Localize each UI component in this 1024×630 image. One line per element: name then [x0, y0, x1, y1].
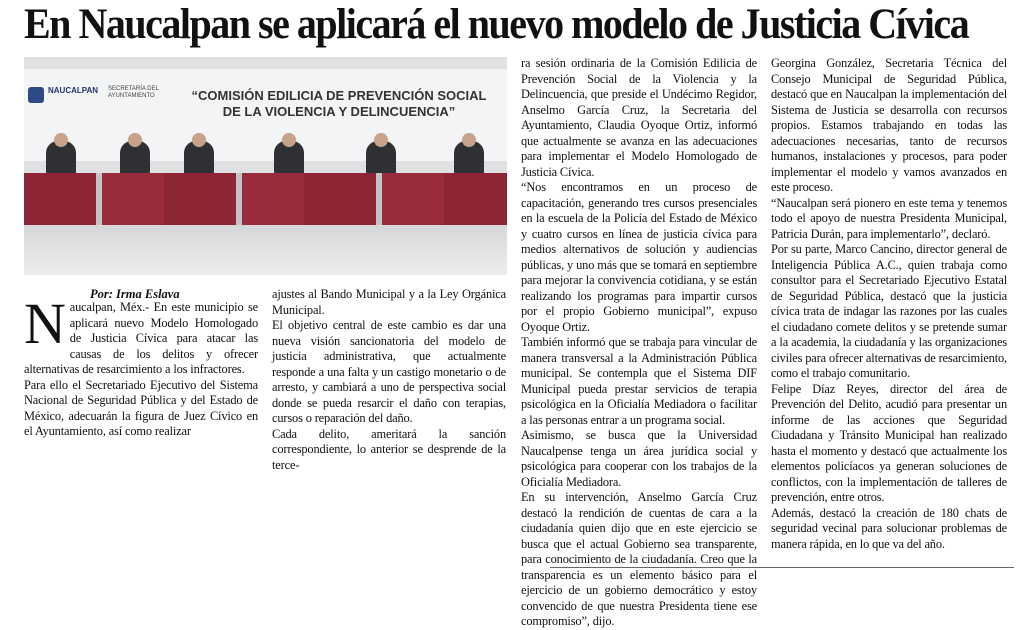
person-figure — [46, 141, 76, 175]
paragraph: El objetivo central de este cambio es dar una nueva visión sancionatoria del modelo de justicia administrativa, que actualmente responde a una falta y un castigo monetario o de arresto, y cambiará a uno de perspectiva social donde se pueda resarcir el daño con terapias, cursos o reparación del daño. — [272, 318, 506, 425]
person-figure — [184, 141, 214, 175]
person-figure — [366, 141, 396, 175]
person-figure — [120, 141, 150, 175]
paragraph: Por su parte, Marco Cancino, director general de Inteligencia Pública A.C., quien trabaja como consultor para el Secretariado Ejecutivo Estatal de Seguridad Pública, destacó que la justicia cívica trata de indagar las razones por las cuales el ciudadano comete delitos y se pretende sumar a la academia, la ciudadanía y las organizaciones civiles para ofrecer alternativas de resarcimiento, como el trabajo comunitario. — [771, 242, 1007, 380]
meeting-table — [24, 173, 507, 225]
banner-line-1: “COMISIÓN EDILICIA DE PREVENCIÓN SOCIAL — [191, 88, 487, 103]
paragraph: Asimismo, se busca que la Universidad Naucalpense tenga un área jurídica social y psicológica para cooperar con los trabajos de la Oficialía Mediadora. — [521, 428, 757, 489]
logo-text: NAUCALPAN — [48, 86, 99, 95]
column-4 — [771, 56, 1007, 552]
banner-title — [174, 88, 504, 120]
floor — [24, 225, 507, 275]
headline: En Naucalpan se aplicará el nuevo modelo de Justicia Cívica — [24, 1, 969, 48]
person-figure — [454, 141, 484, 175]
person-figure — [274, 141, 304, 175]
paragraph: Georgina González, Secretaria Técnica del Consejo Municipal de Seguridad Pública, destacó que en Naucalpan la implementación del Sistema de Justicia se desarrolla con recursos propios. Estamos trabajando en todas las adecuaciones necesarias, tanto de recursos humanos, instalaciones y procesos, para poder implementar el modelo y vamos avanzados en este proceso. — [771, 56, 1007, 194]
paragraph: “Nos encontramos en un proceso de capacitación, generando tres cursos presenciales en la escuela de la Policía del Estado de México y cuatro cursos en línea de justicia cívica para medios alternativos de solución y audiencias públicas, y uno más que se tomará en septiembre para mejorar la convivencia cotidiana, y se están realizando los programas para impartir cursos por el propio Gobierno municipal”, expuso Oyoque Ortiz. — [521, 180, 757, 334]
paragraph: “Naucalpan será pionero en este tema y tenemos todo el apoyo de nuestra Presidenta Municipal, Patricia Durán, para implementarlo”, declaró. — [771, 195, 1007, 241]
paragraph: Cada delito, ameritará la sanción correspondiente, lo anterior se desprende de la terce- — [272, 426, 506, 472]
paragraph: Además, destacó la creación de 180 chats de seguridad vecinal para solucionar problemas de manera rápida, en lo que va del año. — [771, 505, 1007, 551]
ayuntamiento-text: SECRETARÍA DEL AYUNTAMIENTO — [108, 86, 159, 99]
photo-banner — [24, 69, 507, 161]
banner-line-2: DE LA VIOLENCIA Y DELINCUENCIA” — [222, 104, 456, 119]
bottom-rule — [550, 567, 1014, 568]
drop-cap: N — [24, 291, 66, 356]
paragraph: También informó que se trabaja para vincular de manera transversal a la Administración Pública municipal. Se contempla que el Sistema DIF Municipal pueda prestar servicios de terapia psicológica en la Oficialía Mediadora o facilitar a las personas entrar a un programa social. — [521, 335, 757, 427]
paragraph: Felipe Díaz Reyes, director del área de Prevención del Delito, acudió para presentar un informe de las acciones que Seguridad Ciudadana y Tránsito Municipal han realizado hasta el momento y destacó que actualmente los elementos policíacos ya generan soluciones de conflictos, con la implementación de talleres de prevención, entre otros. — [771, 381, 1007, 504]
column-3 — [521, 56, 757, 630]
paragraph: ra sesión ordinaria de la Comisión Edilicia de Prevención Social de la Violencia y la Delincuencia, que preside el Undécimo Regidor, Anselmo García Cruz, la Secretaria del Ayuntamiento, Claudia Oyoque Ortiz, informó que actualmente se avanza en las adecuaciones para implementar el Modelo Homologado de Justicia Cívica. — [521, 56, 757, 179]
byline: Por: Irma Eslava — [90, 287, 180, 301]
naucalpan-logo-icon — [28, 87, 44, 103]
paragraph: ajustes al Bando Municipal y a la Ley Orgánica Municipal. — [272, 287, 506, 317]
paragraph: En su intervención, Anselmo García Cruz destacó la rendición de cuentas de cara a la ciudadanía quien dijo que en este ejercicio se busca que el actual Gobierno sea transparente, para conocimiento de la ciudadanía. Creo que la transparencia es un elemento básico para el ejercicio de un gobierno democrático y estoy convencido de que nuestra Presidenta tiene ese compromiso”, dijo. — [521, 490, 757, 628]
column-2 — [272, 287, 506, 473]
paragraph: Para ello el Secretariado Ejecutivo del Sistema Nacional de Seguridad Pública y del Estado de México, adecuarán la figura de Juez Cívico en el Ayuntamiento, así como realizar — [24, 377, 258, 438]
paragraph-text: aucalpan, Méx.- En este municipio se aplicará nuevo Modelo Homologado de Justicia Cívica para atacar las causas de los delitos y ofrecer alternativas de resarcimiento a los infractores. — [24, 300, 258, 376]
event-photo — [24, 57, 507, 275]
